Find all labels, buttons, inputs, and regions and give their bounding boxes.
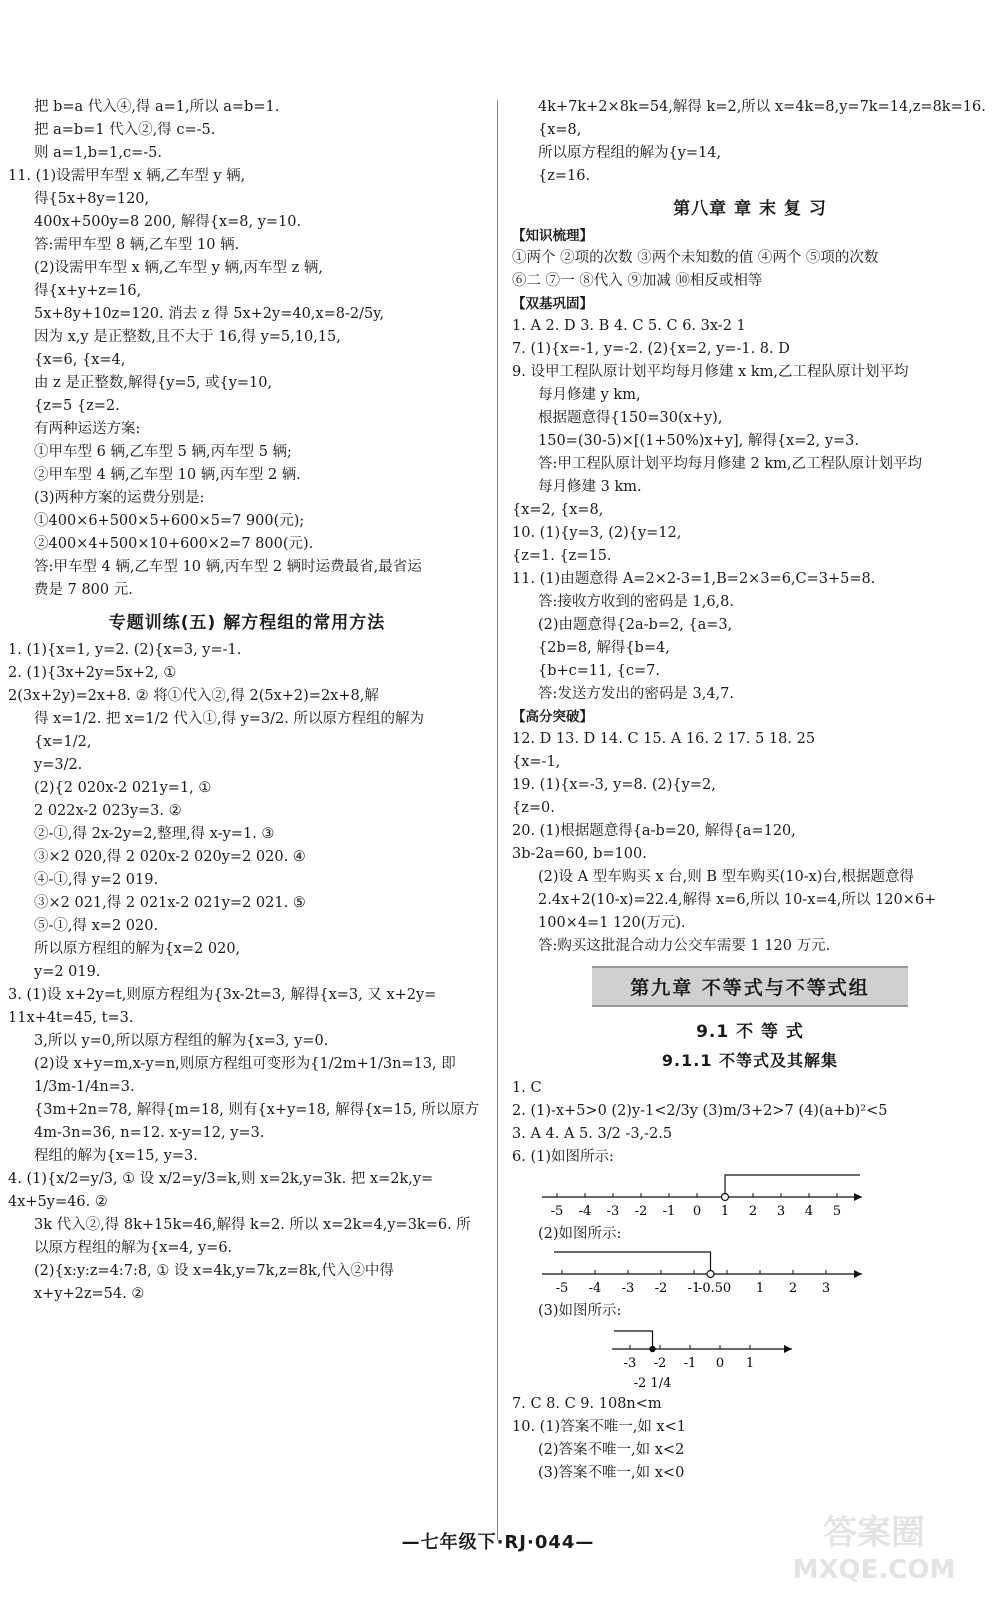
text-line: 11. (1)由题意得 A=2×2-3=1,B=2×3=6,C=3+5=8. (512, 571, 876, 587)
section-title: 9.1 不 等 式 (696, 1022, 804, 1042)
text-line: 1. (1){x=1, y=2. (2){x=3, y=-1. (8, 642, 242, 658)
text-line: 1. C (512, 1080, 542, 1096)
text-line: 得{x+y+z=16, (34, 283, 142, 299)
subsection-title: 9.1.1 不等式及其解集 (661, 1051, 839, 1070)
text-line: 由 z 是正整数,解得{y=5, 或{y=10, (34, 375, 273, 391)
text-line: 把 a=b=1 代入②,得 c=-5. (34, 122, 216, 138)
text-line: (3)两种方案的运费分别是: (34, 490, 205, 506)
text-line: (3)答案不唯一,如 x<0 (538, 1465, 685, 1481)
text-line: ①甲车型 6 辆,乙车型 5 辆,丙车型 5 辆; (34, 444, 292, 460)
tick-label: -1 (662, 1204, 676, 1219)
text-line: 3. A 4. A 5. 3/2 -3,-2.5 (512, 1126, 673, 1142)
text-line: 答:需甲车型 8 辆,乙车型 10 辆. (34, 237, 240, 253)
text-line: 19. (1){x=-3, y=8. (2){y=2, (512, 777, 716, 793)
text-line: ④-①,得 y=2 019. (34, 872, 159, 888)
tick-label: -1 (683, 1356, 697, 1371)
text-line: 答:接收方收到的密码是 1,6,8. (538, 594, 734, 610)
text-line: ②甲车型 4 辆,乙车型 10 辆,丙车型 2 辆. (34, 467, 301, 483)
left-column (8, 96, 486, 1306)
open-endpoint (707, 1271, 714, 1278)
text-line: 有两种运送方案: (34, 421, 141, 437)
text-line: 400x+500y=8 200, 解得{x=8, y=10. (34, 214, 302, 230)
text-line: 11x+4t=45, t=3. (8, 1010, 134, 1026)
text-line: 4. (1){x/2=y/3, ① 设 x/2=y/3=k,则 x=2k,y=3k. 把 x=2k,y= (8, 1171, 434, 1187)
text-line: 程组的解为{x=15, y=3. (34, 1148, 198, 1164)
text-line: y=2 019. (34, 964, 101, 980)
text-line: 则 a=1,b=1,c=-5. (34, 145, 163, 161)
text-line: 4m-3n=36, n=12. x-y=12, y=3. (34, 1125, 265, 1141)
text-line: 7. C 8. C 9. 108n<m (512, 1396, 662, 1412)
text-line: 答:发送方发出的密码是 3,4,7. (538, 686, 734, 702)
axis-arrow (784, 1345, 792, 1353)
solution-ray (725, 1175, 860, 1197)
text-line: ⑥二 ⑦一 ⑧代入 ⑨加减 ⑩相反或相等 (512, 273, 763, 289)
tick-label: 0 (692, 1204, 702, 1219)
text-line: x+y+2z=54. ② (34, 1286, 145, 1302)
tick-label: 2 (788, 1281, 798, 1296)
tick-label: -2 (653, 1356, 667, 1371)
tick-label: -5 (550, 1204, 564, 1219)
text-line: {x=1/2, (34, 734, 92, 750)
tick-label: -5 (555, 1281, 569, 1296)
text-line: {x=8, (538, 122, 582, 138)
text-line: {2b=8, 解得{b=4, (538, 640, 670, 656)
tick-label: -4 (588, 1281, 602, 1296)
text-line: 3,所以 y=0,所以原方程组的解为{x=3, y=0. (34, 1033, 329, 1049)
text-line: 9. 设甲工程队原计划平均每月修建 x km,乙工程队原计划平均 (512, 364, 909, 380)
text-line: {z=1. {z=15. (512, 548, 612, 564)
text-line: (2){2 020x-2 021y=1, ① (34, 780, 212, 796)
q6-2-label: (2)如图所示: (538, 1226, 622, 1242)
text-line: (2)由题意得{2a-b=2, {a=3, (538, 617, 733, 633)
section-tag: 【双基巩固】 (512, 296, 593, 312)
solution-ray (554, 1252, 711, 1274)
text-line: ③×2 021,得 2 021x-2 021y=2 021. ⑤ (34, 895, 306, 911)
svg-text:MXQE.COM: MXQE.COM (792, 1555, 956, 1585)
column-divider (497, 100, 498, 1540)
tick-label: 3 (776, 1204, 786, 1219)
tick-label: 2 (748, 1204, 758, 1219)
tick-label: -0.5 (697, 1281, 724, 1296)
text-line: 5x+8y+10z=120. 消去 z 得 5x+2y=40,x=8-2/5y, (34, 306, 385, 322)
section-title: 专题训练(五) 解方程组的常用方法 (108, 613, 386, 633)
text-line: 12. D 13. D 14. C 15. A 16. 2 17. 5 18. 25 (512, 731, 816, 747)
text-line: {z=16. (538, 168, 591, 184)
text-line: y=3/2. (34, 757, 83, 773)
text-line: 11. (1)设需甲车型 x 辆,乙车型 y 辆, (8, 168, 246, 184)
text-line: 2. (1)-x+5>0 (2)y-1<2/3y (3)m/3+2>7 (4)(a+b)²<5 (512, 1103, 888, 1119)
text-line: ①两个 ②项的次数 ③两个未知数的值 ④两个 ⑤项的次数 (512, 250, 879, 266)
svg-text:答案圈: 答案圈 (823, 1513, 925, 1553)
text-line: 答:甲车型 4 辆,乙车型 10 辆,丙车型 2 辆时运费最省,最省运 (34, 559, 422, 575)
tick-label: -3 (621, 1281, 635, 1296)
text-line: 所以原方程组的解为{x=2 020, (34, 941, 241, 957)
number-line-2 (542, 1248, 872, 1298)
right-column (512, 96, 988, 1485)
section-title: 第八章 章 末 复 习 (673, 199, 827, 219)
text-line: (2){x:y:z=4:7:8, ① 设 x=4k,y=7k,z=8k,代入②中得 (34, 1263, 394, 1279)
text-line: ①400×6+500×5+600×5=7 900(元); (34, 513, 305, 529)
text-line: 每月修建 y km, (538, 387, 641, 403)
text-line: 4x+5y=46. ② (8, 1194, 108, 1210)
open-endpoint (722, 1194, 729, 1201)
tick-label: -1 (687, 1281, 701, 1296)
text-line: {x=-1, (512, 754, 561, 770)
tick-label: -2 (654, 1281, 668, 1296)
text-line: 1. A 2. D 3. B 4. C 5. C 6. 3x-2 1 (512, 318, 746, 334)
text-line: 1/3m-1/4n=3. (34, 1079, 135, 1095)
tick-label: 1 (755, 1281, 765, 1296)
text-line: 2 022x-2 023y=3. ② (34, 803, 182, 819)
text-line: 得{5x+8y=120, (34, 191, 150, 207)
text-line: ⑤-①,得 x=2 020. (34, 918, 159, 934)
text-line: 得 x=1/2. 把 x=1/2 代入①,得 y=3/2. 所以原方程组的解为 (34, 711, 424, 727)
axis-arrow (854, 1193, 862, 1201)
section-tag: 【高分突破】 (512, 709, 593, 725)
text-line: 2(3x+2y)=2x+8. ② 将①代入②,得 2(5x+2)=2x+8,解 (8, 688, 379, 704)
text-line: (2)答案不唯一,如 x<2 (538, 1442, 685, 1458)
section-tag: 【知识梳理】 (512, 228, 593, 244)
tick-label: -2 (634, 1204, 648, 1219)
solution-ray (614, 1331, 653, 1349)
tick-label: -3 (606, 1204, 620, 1219)
tick-label: -3 (623, 1356, 637, 1371)
text-line: {x=2, {x=8, (512, 502, 604, 518)
text-line: 答:购买这批混合动力公交车需要 1 120 万元. (538, 938, 831, 954)
text-line: 3k 代入②,得 8k+15k=46,解得 k=2. 所以 x=2k=4,y=3k=6. 所 (34, 1217, 471, 1233)
axis-arrow (854, 1270, 862, 1278)
text-line: 所以原方程组的解为{y=14, (538, 145, 722, 161)
text-line: (2)设 A 型车购买 x 台,则 B 型车购买(10-x)台,根据题意得 (538, 869, 915, 885)
text-line: 4k+7k+2×8k=54,解得 k=2,所以 x=4k=8,y=7k=14,z=8k=16. (538, 99, 986, 115)
tick-label: 0 (722, 1281, 732, 1296)
text-line: 以原方程组的解为{x=4, y=6. (34, 1240, 233, 1256)
q6-3-label: (3)如图所示: (538, 1303, 622, 1319)
text-line: {z=0. (512, 800, 555, 816)
text-line: {x=6, {x=4, (34, 352, 126, 368)
closed-endpoint (649, 1346, 655, 1352)
text-line: 把 b=a 代入④,得 a=1,所以 a=b=1. (34, 99, 280, 115)
text-line: 2. (1){3x+2y=5x+2, ① (8, 665, 177, 681)
text-line: (2)设需甲车型 x 辆,乙车型 y 辆,丙车型 z 辆, (34, 260, 324, 276)
text-line: 答:甲工程队原计划平均每月修建 2 km,乙工程队原计划平均 (538, 456, 922, 472)
text-line: 3b-2a=60, b=100. (512, 846, 647, 862)
text-line: 20. (1)根据题意得{a-b=20, 解得{a=120, (512, 823, 796, 839)
text-line: {z=5 {z=2. (34, 398, 120, 414)
text-line: ②-①,得 2x-2y=2,整理,得 x-y=1. ③ (34, 826, 275, 842)
text-line: 7. (1){x=-1, y=-2. (2){x=2, y=-1. 8. D (512, 341, 790, 357)
text-line: 10. (1)答案不唯一,如 x<1 (512, 1419, 686, 1435)
text-line: 3. (1)设 x+2y=t,则原方程组为{3x-2t=3, 解得{x=3, 又 x+2y= (8, 987, 437, 1003)
tick-label: 3 (821, 1281, 831, 1296)
text-line: 10. (1){y=3, (2){y=12, (512, 525, 682, 541)
endpoint-label: -2 1/4 (633, 1376, 672, 1391)
text-line: 2.4x+2(10-x)=22.4,解得 x=6,所以 10-x=4,所以 120×6+ (538, 892, 937, 908)
watermark-logo (764, 1506, 984, 1586)
text-line: {b+c=11, {c=7. (538, 663, 660, 679)
text-line: (2)设 x+y=m,x-y=n,则原方程组可变形为{1/2m+1/3n=13, 即 (34, 1056, 456, 1072)
text-line: ③×2 020,得 2 020x-2 020y=2 020. ④ (34, 849, 306, 865)
text-line: {3m+2n=78, 解得{m=18, 则有{x+y=18, 解得{x=15, 所以原方 (34, 1102, 480, 1118)
text-line: 费是 7 800 元. (34, 582, 133, 598)
chapter-9-banner: 第九章 不等式与不等式组 (592, 966, 908, 1007)
text-line: 根据题意得{150=30(x+y), (538, 410, 723, 426)
text-line: 6. (1)如图所示: (512, 1149, 614, 1165)
number-line-3 (542, 1325, 872, 1391)
text-line: 100×4=1 120(万元). (538, 915, 686, 931)
tick-label: 5 (832, 1204, 842, 1219)
tick-label: 0 (715, 1356, 725, 1371)
text-line: ②400×4+500×10+600×2=7 800(元). (34, 536, 314, 552)
number-line-1 (542, 1171, 872, 1221)
text-line: 每月修建 3 km. (538, 479, 642, 495)
text-line: 150=(30-5)×[(1+50%)x+y], 解得{x=2, y=3. (538, 433, 860, 449)
tick-label: -4 (578, 1204, 592, 1219)
tick-label: 4 (804, 1204, 814, 1219)
page-footer: —七年级下·RJ·044— (401, 1532, 595, 1553)
tick-label: 1 (720, 1204, 730, 1219)
tick-label: 1 (745, 1356, 755, 1371)
text-line: 因为 x,y 是正整数,且不大于 16,得 y=5,10,15, (34, 329, 341, 345)
